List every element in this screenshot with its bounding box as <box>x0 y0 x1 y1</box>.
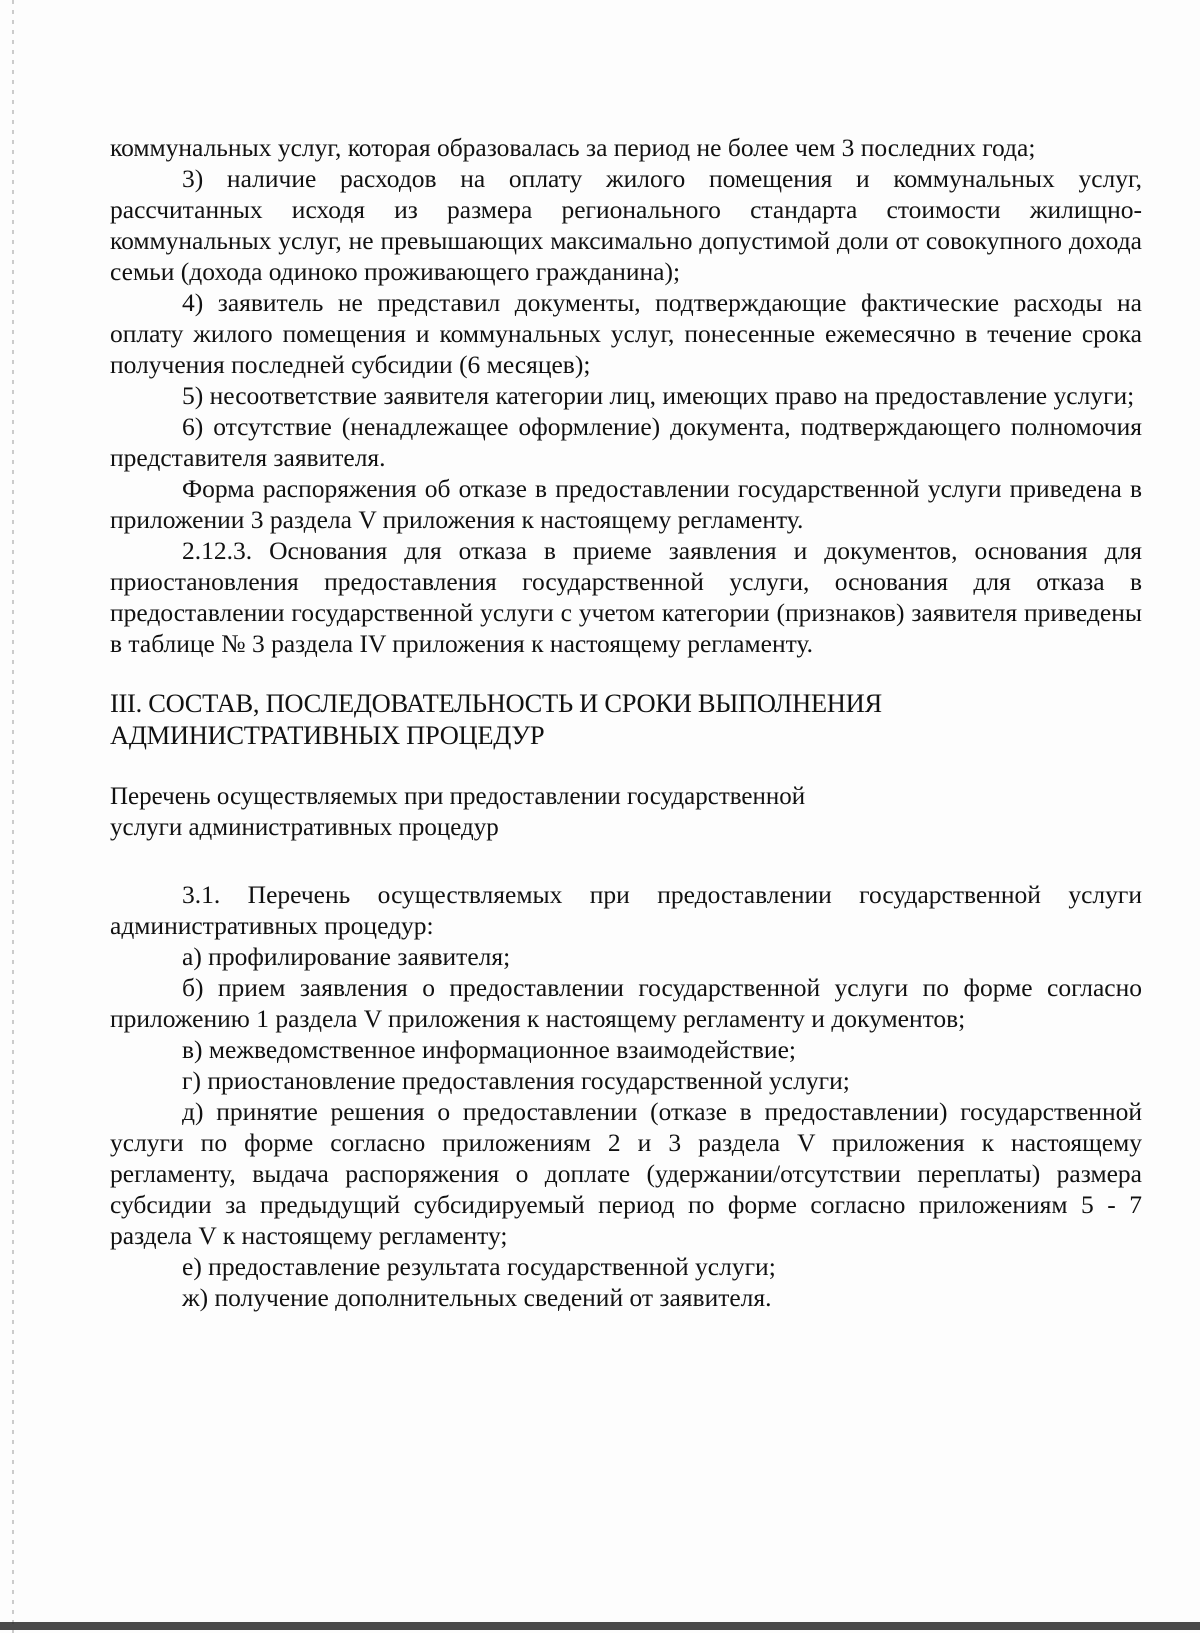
list-item-g: г) приостановление предоставления государственной услуги; <box>182 1066 850 1095</box>
scan-edge-bottom <box>0 1622 1200 1630</box>
paragraph-refusal-form: Форма распоряжения об отказе в предоставлении государственной услуги приведена в приложении 3 раздела V приложения к настоящему регламенту. <box>110 474 1142 534</box>
subheading-line-2: услуги административных процедур <box>110 814 499 841</box>
paragraph-item-5: 5) несоответствие заявителя категории лиц, имеющих право на предоставление услуги; <box>182 381 1135 410</box>
paragraph-item-3: 3) наличие расходов на оплату жилого помещения и коммунальных услуг, рассчитанных исходя из размера регионального стандарта стоимости жилищно-коммунальных услуг, не превышающих максимально допустимой доли от совокупного дохода семьи (дохода одиноко проживающего гражданина); <box>110 164 1142 286</box>
section-heading-line-2: АДМИНИСТРАТИВНЫХ ПРОЦЕДУР <box>110 720 545 750</box>
paragraph-2-12-3: 2.12.3. Основания для отказа в приеме заявления и документов, основания для приостановления предоставления государственной услуги, основания для отказа в предоставлении государственной услуги с учетом категории (признаков) заявителя приведены в таблице № 3 раздела IV приложения к настоящему регламенту. <box>110 536 1142 658</box>
paragraph-continuation: коммунальных услуг, которая образовалась за период не более чем 3 последних года; <box>110 133 1036 162</box>
list-item-v: в) межведомственное информационное взаимодействие; <box>182 1035 796 1064</box>
list-item-b: б) прием заявления о предоставлении государственной услуги по форме согласно приложению 1 раздела V приложения к настоящему регламенту и документов; <box>110 973 1142 1033</box>
paragraph-item-4: 4) заявитель не представил документы, подтверждающие фактические расходы на оплату жилого помещения и коммунальных услуг, понесенные ежемесячно в течение срока получения последней субсидии (6 месяцев); <box>110 288 1142 379</box>
list-item-d: д) принятие решения о предоставлении (отказе в предоставлении) государственной услуги по форме согласно приложениям 2 и 3 раздела V приложения к настоящему регламенту, выдача распоряжения о доплате (удержании/отсутствии переплаты) размера субсидии за предыдущий субсидируемый период по форме согласно приложениям 5 - 7 раздела V к настоящему регламенту; <box>110 1097 1142 1250</box>
paragraph-3-1: 3.1. Перечень осуществляемых при предоставлении государственной услуги административных процедур: <box>110 880 1142 940</box>
paragraph-item-6: 6) отсутствие (ненадлежащее оформление) документа, подтверждающего полномочия представителя заявителя. <box>110 412 1142 472</box>
document-body <box>110 132 1142 1313</box>
list-item-zh: ж) получение дополнительных сведений от заявителя. <box>182 1283 772 1312</box>
section-heading-line-1: III. СОСТАВ, ПОСЛЕДОВАТЕЛЬНОСТЬ И СРОКИ ВЫПОЛНЕНИЯ <box>110 688 882 718</box>
subheading-line-1: Перечень осуществляемых при предоставлении государственной <box>110 783 806 810</box>
scan-edge-left <box>12 0 14 1633</box>
list-item-a: а) профилирование заявителя; <box>182 942 511 971</box>
list-item-e: е) предоставление результата государственной услуги; <box>182 1252 776 1281</box>
